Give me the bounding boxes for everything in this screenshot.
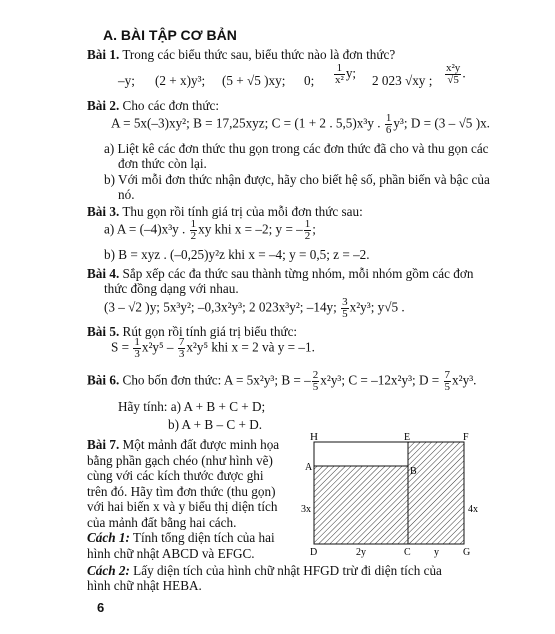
exercise-7-line-2: bằng phần gạch chéo (như hình vẽ) [87,453,273,468]
exercise-7-method-1-line-2: hình chữ nhật ABCD và EFGC. [87,546,255,561]
exercise-3-part-a: a) A = (–4)x³y . $\frac{1}{2}$ xy khi x = –2; y = – $\frac{1}{2}$ ; [104,218,316,242]
exercise-1-expr-5: $\frac{1}{\text{x²}}$ y; [335,62,357,86]
exercise-5-label: Bài 5. [87,324,120,339]
exercise-1-text: Trong các biểu thức sau, biểu thức nào là đơn thức? [122,47,396,62]
exercise-4-label: Bài 4. [87,266,120,281]
vertex-label-a: A [305,462,313,473]
vertex-label-c: C [404,547,411,558]
exercise-3-text: Thu gọn rồi tính giá trị của mỗi đơn thức sau: [122,204,363,219]
exercise-3-label: Bài 3. [87,204,120,219]
dimension-4x: 4x [468,504,478,515]
exercise-1-statement [87,46,395,63]
exercise-7-method-2-line-2: hình chữ nhật HEBA. [87,578,202,593]
exercise-1-expr-6: 2 023 √xy ; [372,73,433,88]
vertex-label-d: D [310,547,318,558]
method-2-label: Cách 2: [87,563,130,578]
vertex-label-b: B [410,466,417,477]
exercise-7-line-1: Bài 7. Một mảnh đất được minh họa [87,437,280,452]
exercise-2-part-b-line-2: nó. [118,187,135,202]
dimension-3x: 3x [301,504,311,515]
exercise-2-part-a-line-1: a) Liệt kê các đơn thức thu gọn trong các đơn thức đã cho và thu gọn các [104,141,489,156]
exercise-7-line-5: với hai biến x và y biểu thị diện tích [87,499,278,514]
exercise-7-line-4: trên đó. Hãy tìm đơn thức (thu gọn) [87,484,276,499]
exercise-1-label: Bài 1. [87,47,120,62]
exercise-4-text-2: thức đồng dạng với nhau. [104,281,239,296]
exercise-1-expr-3: (5 + √5 )xy; [222,73,286,88]
exercise-1-expr-4: 0; [304,73,315,88]
exercise-5-expression: S = $\frac{1}{3}$ x²y⁵ – $\frac{7}{3}$ x²y⁵ khi x = 2 và y = –1. [111,336,315,360]
dimension-y: y [434,547,439,558]
exercise-7-line-3: cùng với các kích thước được ghi [87,468,264,483]
exercise-2-monomials: A = 5x(–3)xy²; B = 17,25xyz; C = (1 + 2 . 5,5)x³y . $\frac{1}{6}$ y³; D = (3 – √5 )x. [111,112,490,136]
exercise-2-part-a-line-2: đơn thức còn lại. [118,156,207,171]
exercise-1-expr-1: –y; [118,73,135,88]
exercise-7-method-2-line-1: Cách 2: Lấy diện tích của hình chữ nhật HFGD trừ đi diện tích của [87,563,442,578]
exercise-1-expr-7: $\frac{\text{x²y}}{√5}$ . [446,62,466,86]
exercise-1-expr-2: (2 + x)y³; [155,73,206,88]
exercise-6-calc-b: b) A + B – C + D. [168,417,263,432]
exercise-4-text-1: Sắp xếp các đa thức sau thành từng nhóm, mỗi nhóm gồm các đơn [122,266,474,281]
rectangle-heba [314,442,408,466]
exercise-7-label: Bài 7. [87,437,120,452]
exercise-5-text: Rút gọn rồi tính giá trị biểu thức: [122,324,298,339]
exercise-6-statement: Bài 6. Cho bốn đơn thức: A = 5x²y³; B = – $\frac{2}{5}$ x²y³; C = –12x²y³; D = $\frac{7}{5}$ x²y³. [87,369,477,393]
vertex-label-f: F [463,432,469,443]
exercise-2-label: Bài 2. [87,98,120,113]
vertex-label-h: H [310,432,318,443]
vertex-label-g: G [463,547,471,558]
exercise-2-part-b-line-1: b) Với mỗi đơn thức nhận được, hãy cho biết hệ số, phần biến và bậc của [104,172,490,187]
exercise-4-expressions: (3 – √2 )y; 5x³y²; –0,3x²y³; 2 023x³y²; –14y; $\frac{3}{5}$ x²y³; y√5 . [104,296,405,320]
exercise-3-part-b: b) B = xyz . (–0,25)y²z khi x = –4; y = 0,5; z = –2. [104,247,370,262]
vertex-label-e: E [404,432,411,443]
exercise-3-statement [87,203,363,220]
page-number: 6 [97,600,105,615]
exercise-7-method-1-line-1: Cách 1: Tính tổng diện tích của hai [87,530,275,545]
exercise-2-statement [87,97,219,114]
land-plot-figure [300,432,490,558]
exercise-6-label: Bài 6. [87,372,120,388]
method-1-label: Cách 1: [87,530,130,545]
exercise-6-calc-a: Hãy tính: a) A + B + C + D; [118,399,266,414]
exercise-7-line-6: của mảnh đất bằng hai cách. [87,515,237,530]
section-title: A. BÀI TẬP CƠ BẢN [103,27,237,43]
exercise-2-text: Cho các đơn thức: [122,98,220,113]
dimension-2y: 2y [356,547,366,558]
